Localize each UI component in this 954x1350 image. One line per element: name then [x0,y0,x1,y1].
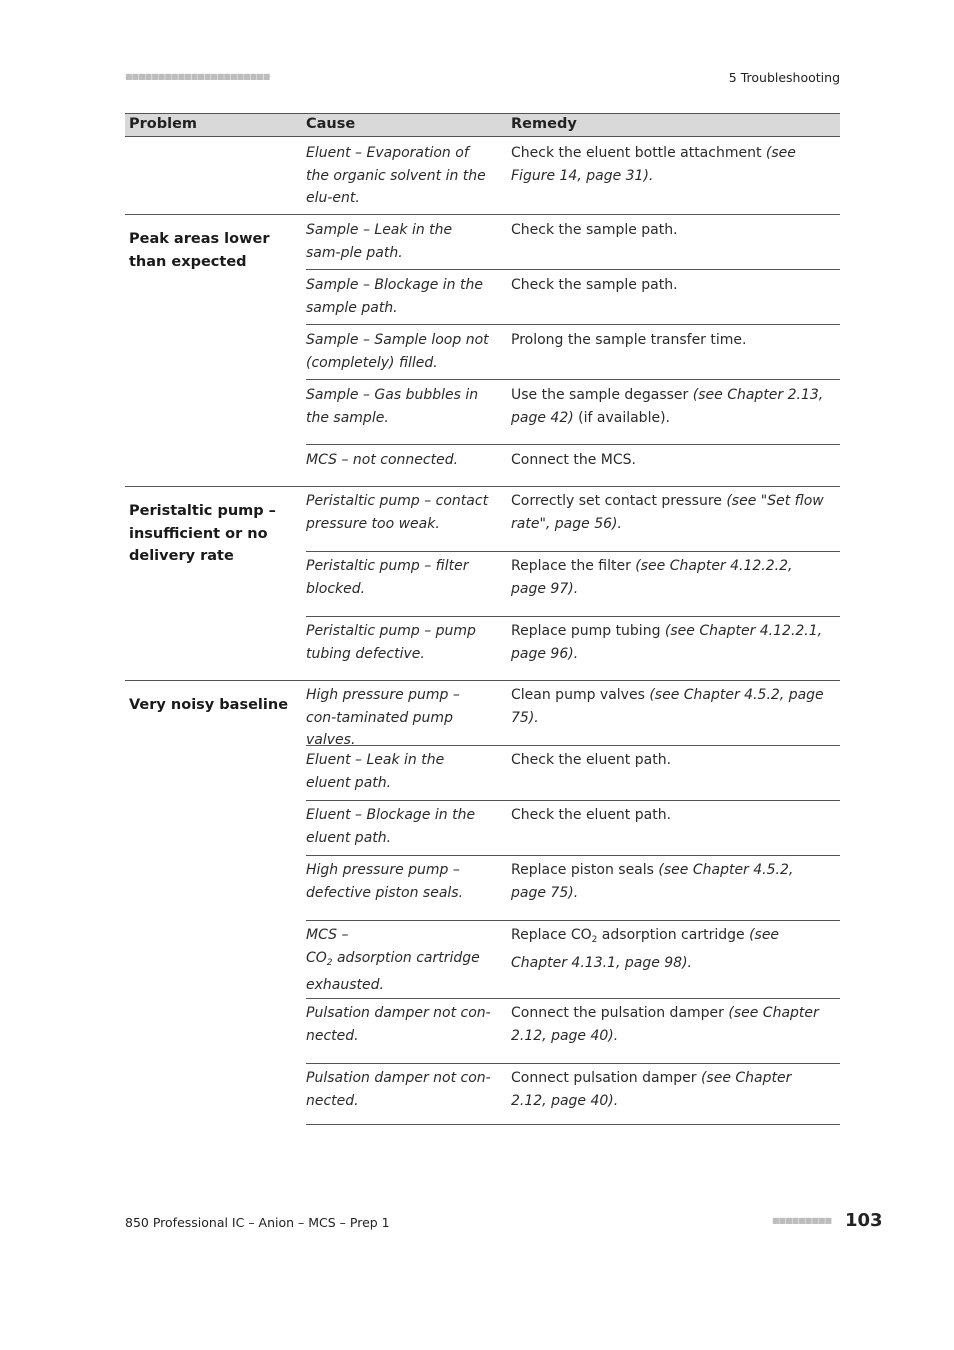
cause-cell: Eluent – Blockage in the eluent path. [306,807,476,846]
remedy-text: Replace CO [511,927,592,943]
problem-group [125,681,840,1124]
remedy-text: Correctly set contact pressure [511,493,722,509]
cross-reference: (see Chapter 4.5.2, page 75). [511,687,824,726]
table-row [306,999,840,1064]
remedy-text: Connect the pulsation damper [511,1005,724,1021]
remedy-cell [511,684,831,729]
table-row [306,445,840,487]
subscript: 2 [591,935,598,945]
remedy-text: Check the eluent bottle attachment [511,145,762,161]
cause-cell: MCS – not connected. [306,452,459,468]
remedy-text: adsorption cartridge [597,927,745,943]
remedy-text: Replace piston seals [511,862,654,878]
remedy-tail: (if available). [573,409,670,426]
table-end-rule [306,1124,840,1125]
table-row [306,137,840,214]
remedy-cell [511,490,831,535]
problem-label: Peristaltic pump – insufficient or no delivery rate [129,503,276,564]
cause-cell: Peristaltic pump – filter blocked. [306,558,469,597]
table-row [306,552,840,617]
table-row [306,681,840,746]
remedy-cell: Check the sample path. [511,222,678,238]
table-row [306,215,840,270]
cause-cell [306,924,491,997]
table-header [125,113,840,137]
table-row [306,856,840,921]
table-row [306,325,840,380]
remedy-cell [511,384,831,429]
problem-group [125,215,840,487]
cause-text: adsorption cartridge exhausted. [306,949,480,993]
cross-reference: (see Figure 14, page 31). [511,145,796,184]
cross-reference: (see Chapter 4.5.2, page 75). [511,862,794,901]
table-row [306,801,840,856]
remedy-cell: Check the eluent path. [511,752,672,768]
table-row [306,380,840,445]
cause-cell: Peristaltic pump – pump tubing defective. [306,623,476,662]
cause-cell: Pulsation damper not con-nected. [306,1005,491,1044]
table-row [306,617,840,681]
cause-cell: Sample – Leak in the sam-ple path. [306,222,453,261]
remedy-cell [511,924,831,974]
cross-reference: (see Chapter 2.12, page 40). [511,1005,819,1044]
remedy-cell: Prolong the sample transfer time. [511,332,747,348]
remedy-text: Replace the filter [511,558,631,574]
cause-cell: Eluent – Leak in the eluent path. [306,752,445,791]
cause-text: CO [306,949,327,966]
table-row [306,487,840,552]
remedy-cell: Check the eluent path. [511,807,672,823]
cross-reference: (see Chapter 4.12.2.2, page 97). [511,558,793,597]
cause-cell: Eluent – Evaporation of the organic solvent in the elu-ent. [306,145,486,206]
page-number: 103 [845,1210,883,1231]
column-header-cause: Cause [306,116,356,132]
remedy-cell [511,1002,831,1047]
remedy-cell [511,620,831,665]
cross-reference: (see Chapter 2.12, page 40). [511,1070,792,1109]
footer-decoration: ■■■■■■■■■ [772,1216,832,1225]
cause-cell: Sample – Gas bubbles in the sample. [306,387,479,426]
cause-text: MCS – [306,927,349,943]
remedy-cell [511,859,831,904]
problem-label: Very noisy baseline [129,697,289,713]
subscript: 2 [326,957,333,968]
cross-reference: (see Chapter 4.12.2.1, page 96). [511,623,823,662]
table-row [306,1064,840,1128]
troubleshooting-table [125,113,840,1124]
cross-reference: (see Chapter 4.13.1, page 98). [511,927,780,971]
table-row [306,746,840,801]
remedy-cell: Connect the MCS. [511,452,636,468]
section-title: 5 Troubleshooting [728,70,840,85]
column-header-remedy: Remedy [511,116,577,132]
problem-group [125,137,840,215]
cause-cell: Pulsation damper not con-nected. [306,1070,491,1109]
remedy-text: Replace pump tubing [511,623,661,639]
document-title: 850 Professional IC – Anion – MCS – Prep 1 [125,1215,390,1230]
cause-cell: Peristaltic pump – contact pressure too weak. [306,493,489,532]
remedy-cell [511,1067,831,1112]
remedy-text: Clean pump valves [511,687,645,703]
cause-cell: Sample – Sample loop not (completely) filled. [306,332,489,371]
remedy-cell: Check the sample path. [511,277,678,293]
problem-group [125,487,840,681]
header-decoration: ■■■■■■■■■■■■■■■■■■■■■■ [125,72,270,81]
column-header-problem: Problem [129,116,198,132]
cause-cell: Sample – Blockage in the sample path. [306,277,483,316]
table-row [306,270,840,325]
remedy-cell [511,142,831,187]
table-row [306,921,840,999]
cause-cell: High pressure pump – con-taminated pump valves. [306,687,460,748]
cross-reference: (see "Set flow rate", page 56). [511,493,824,532]
remedy-text: Use the sample degasser [511,387,689,403]
problem-label: Peak areas lower than expected [129,231,270,270]
cause-cell: High pressure pump – defective piston seals. [306,862,464,901]
cross-reference: (see Chapter 2.13, page 42) [511,387,824,426]
remedy-text: Connect pulsation damper [511,1070,697,1086]
remedy-cell [511,555,831,600]
